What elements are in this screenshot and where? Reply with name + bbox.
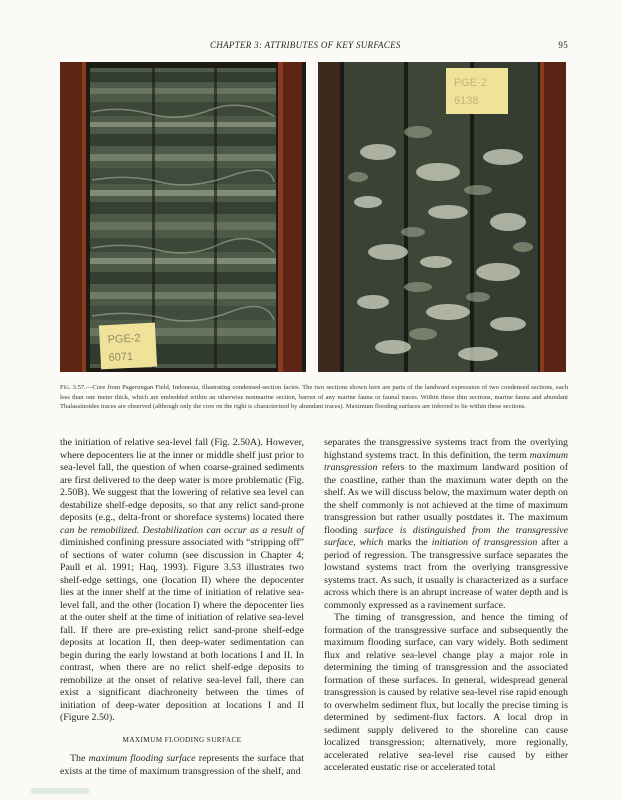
- core-label-left-line1: PGE-2: [107, 332, 141, 347]
- left-p1-rest: diminished confining pressure associated with “stripping off” of sections of water column (see discussion in Chapter 4; Paull et al. 1991; Haq, 1993). Figure 3.53 illustrates two shelf-edge settings, one (location II) where the depocenter lies at the inner shelf at the time of initiation of relative sea-level fall, and the other (location I) where the depocenter lies at the outer shelf at the time of initiation of relative sea-level fall. If there are pre-existing relict sand-prone shelf-edge deposits at location II, then deep-water sedimentation can begin during the early lowstand at both locations I and II. In contrast, when there are no relict shelf-edge deposits to remobilize at the onset of relative sea-level fall, there can exist a significant diachroneity between the times of initiation of deep-water deposition at locations I and II (Figure 2.50).: [60, 537, 304, 723]
- page-number: 95: [558, 40, 568, 50]
- left-paragraph-1: [60, 437, 304, 725]
- right-paragraph-2: The timing of transgression, and hence the timing of formation of the transgressive surface and subsequently the maximum flooding surface, can vary widely. Both sediment flux and relative sea-level change play a major role in determining the timing of transgression and the associated formation of these surfaces. In general, widespread general transgression is caused by relative sea-level rise rapid enough to overwhelm sediment flux, but locally the precise timing is determined by sediment-flux factors. A local drop in sediment supply delivered to the shoreline can cause localized transgression; alternatively, more regionally, accelerated relative sea-level rise caused by either accelerated eustatic rise or accelerated total: [324, 612, 568, 773]
- left-p2-rest: represents the surface that exists at the time of maximum transgression of the shelf, and: [60, 753, 305, 777]
- core-photo-left-image: [60, 62, 306, 372]
- section-subheading: MAXIMUM FLOODING SURFACE: [122, 735, 242, 744]
- figure-caption: [60, 383, 568, 412]
- right-p1-a: separates the transgressive systems tract from the overlying highstand systems tract. In this definition, the term: [324, 437, 568, 461]
- scan-smudge: [30, 788, 90, 794]
- core-photo-right: [318, 62, 566, 372]
- left-p2-italic: maximum flooding surface: [88, 753, 196, 764]
- left-p2-start: The: [70, 753, 89, 764]
- core-photo-left: [60, 62, 306, 372]
- left-p1-italic: can be remobilized. Destabilization can occur as a result of: [60, 524, 304, 536]
- figure-caption-label: Fig. 3.57.: [60, 384, 86, 391]
- left-p1-text: the initiation of relative sea-level fall (Fig. 2.50A). However, where depocenters lie at the inner or middle shelf just prior to sea-level fall, the question of when coarse-grained sediments are first delivered to the deep water is more problematic (Fig. 2.50B). We suggest that the lowering of relative sea level can destabilize shelf-edge deposits, so that any relict sand-prone deposits (e.g., delta-front or shoreface systems) located there: [60, 437, 304, 523]
- right-p1-italic-2: surface is distinguished from the transgressive surface, which: [324, 524, 568, 548]
- right-p1-c: marks the: [383, 537, 432, 548]
- core-label-right-line1: PGE-2: [454, 77, 488, 89]
- core-label-left-line2: 6071: [108, 350, 134, 365]
- right-text-column: [324, 437, 568, 775]
- core-photo-right-image: [318, 62, 566, 372]
- right-p1-d: after a period of regression. The transgressive surface separates the lowstand systems tract from the overlying transgressive systems tract. As such, it usually is characterized as a surface across which there is an abrupt increase of water depth and is commonly expressed as a ravinement surface.: [324, 537, 568, 611]
- left-paragraph-2: [60, 753, 304, 778]
- figure-caption-text: —Core from Pagerungan Field, Indonesia, illustrating condensed-section facies. The two sections shown here are parts of the landward expression of two condensed sections, each less than one meter thick, which are embedded within an otherwise nonmarine section, barren of any marine fauna or faunal traces. Within these thin sections, marine fauna and abundant Thalassinoides traces are observed (although only the core on the right is characterized by abundant traces). Maximum flooding surfaces are inferred to lie within these sections.: [60, 384, 568, 411]
- left-text-column: [60, 437, 304, 778]
- right-p1-italic-3: initiation of transgression: [431, 537, 538, 548]
- core-label-right-line2: 6138: [454, 95, 479, 107]
- core-label-card-right: [446, 68, 508, 114]
- right-p1-b: refers to the maximum landward position of the coastline, rather than the maximum water depth on the shelf. As we will discuss below, the maximum water depth on the shelf commonly is not achieved at the time of maximum transgression but rather usually postdates it. The maximum flooding: [324, 462, 568, 536]
- right-p1-italic-1: maximum transgression: [324, 449, 568, 473]
- right-paragraph-1: [324, 437, 568, 612]
- chapter-title: CHAPTER 3: ATTRIBUTES OF KEY SURFACES: [210, 40, 401, 50]
